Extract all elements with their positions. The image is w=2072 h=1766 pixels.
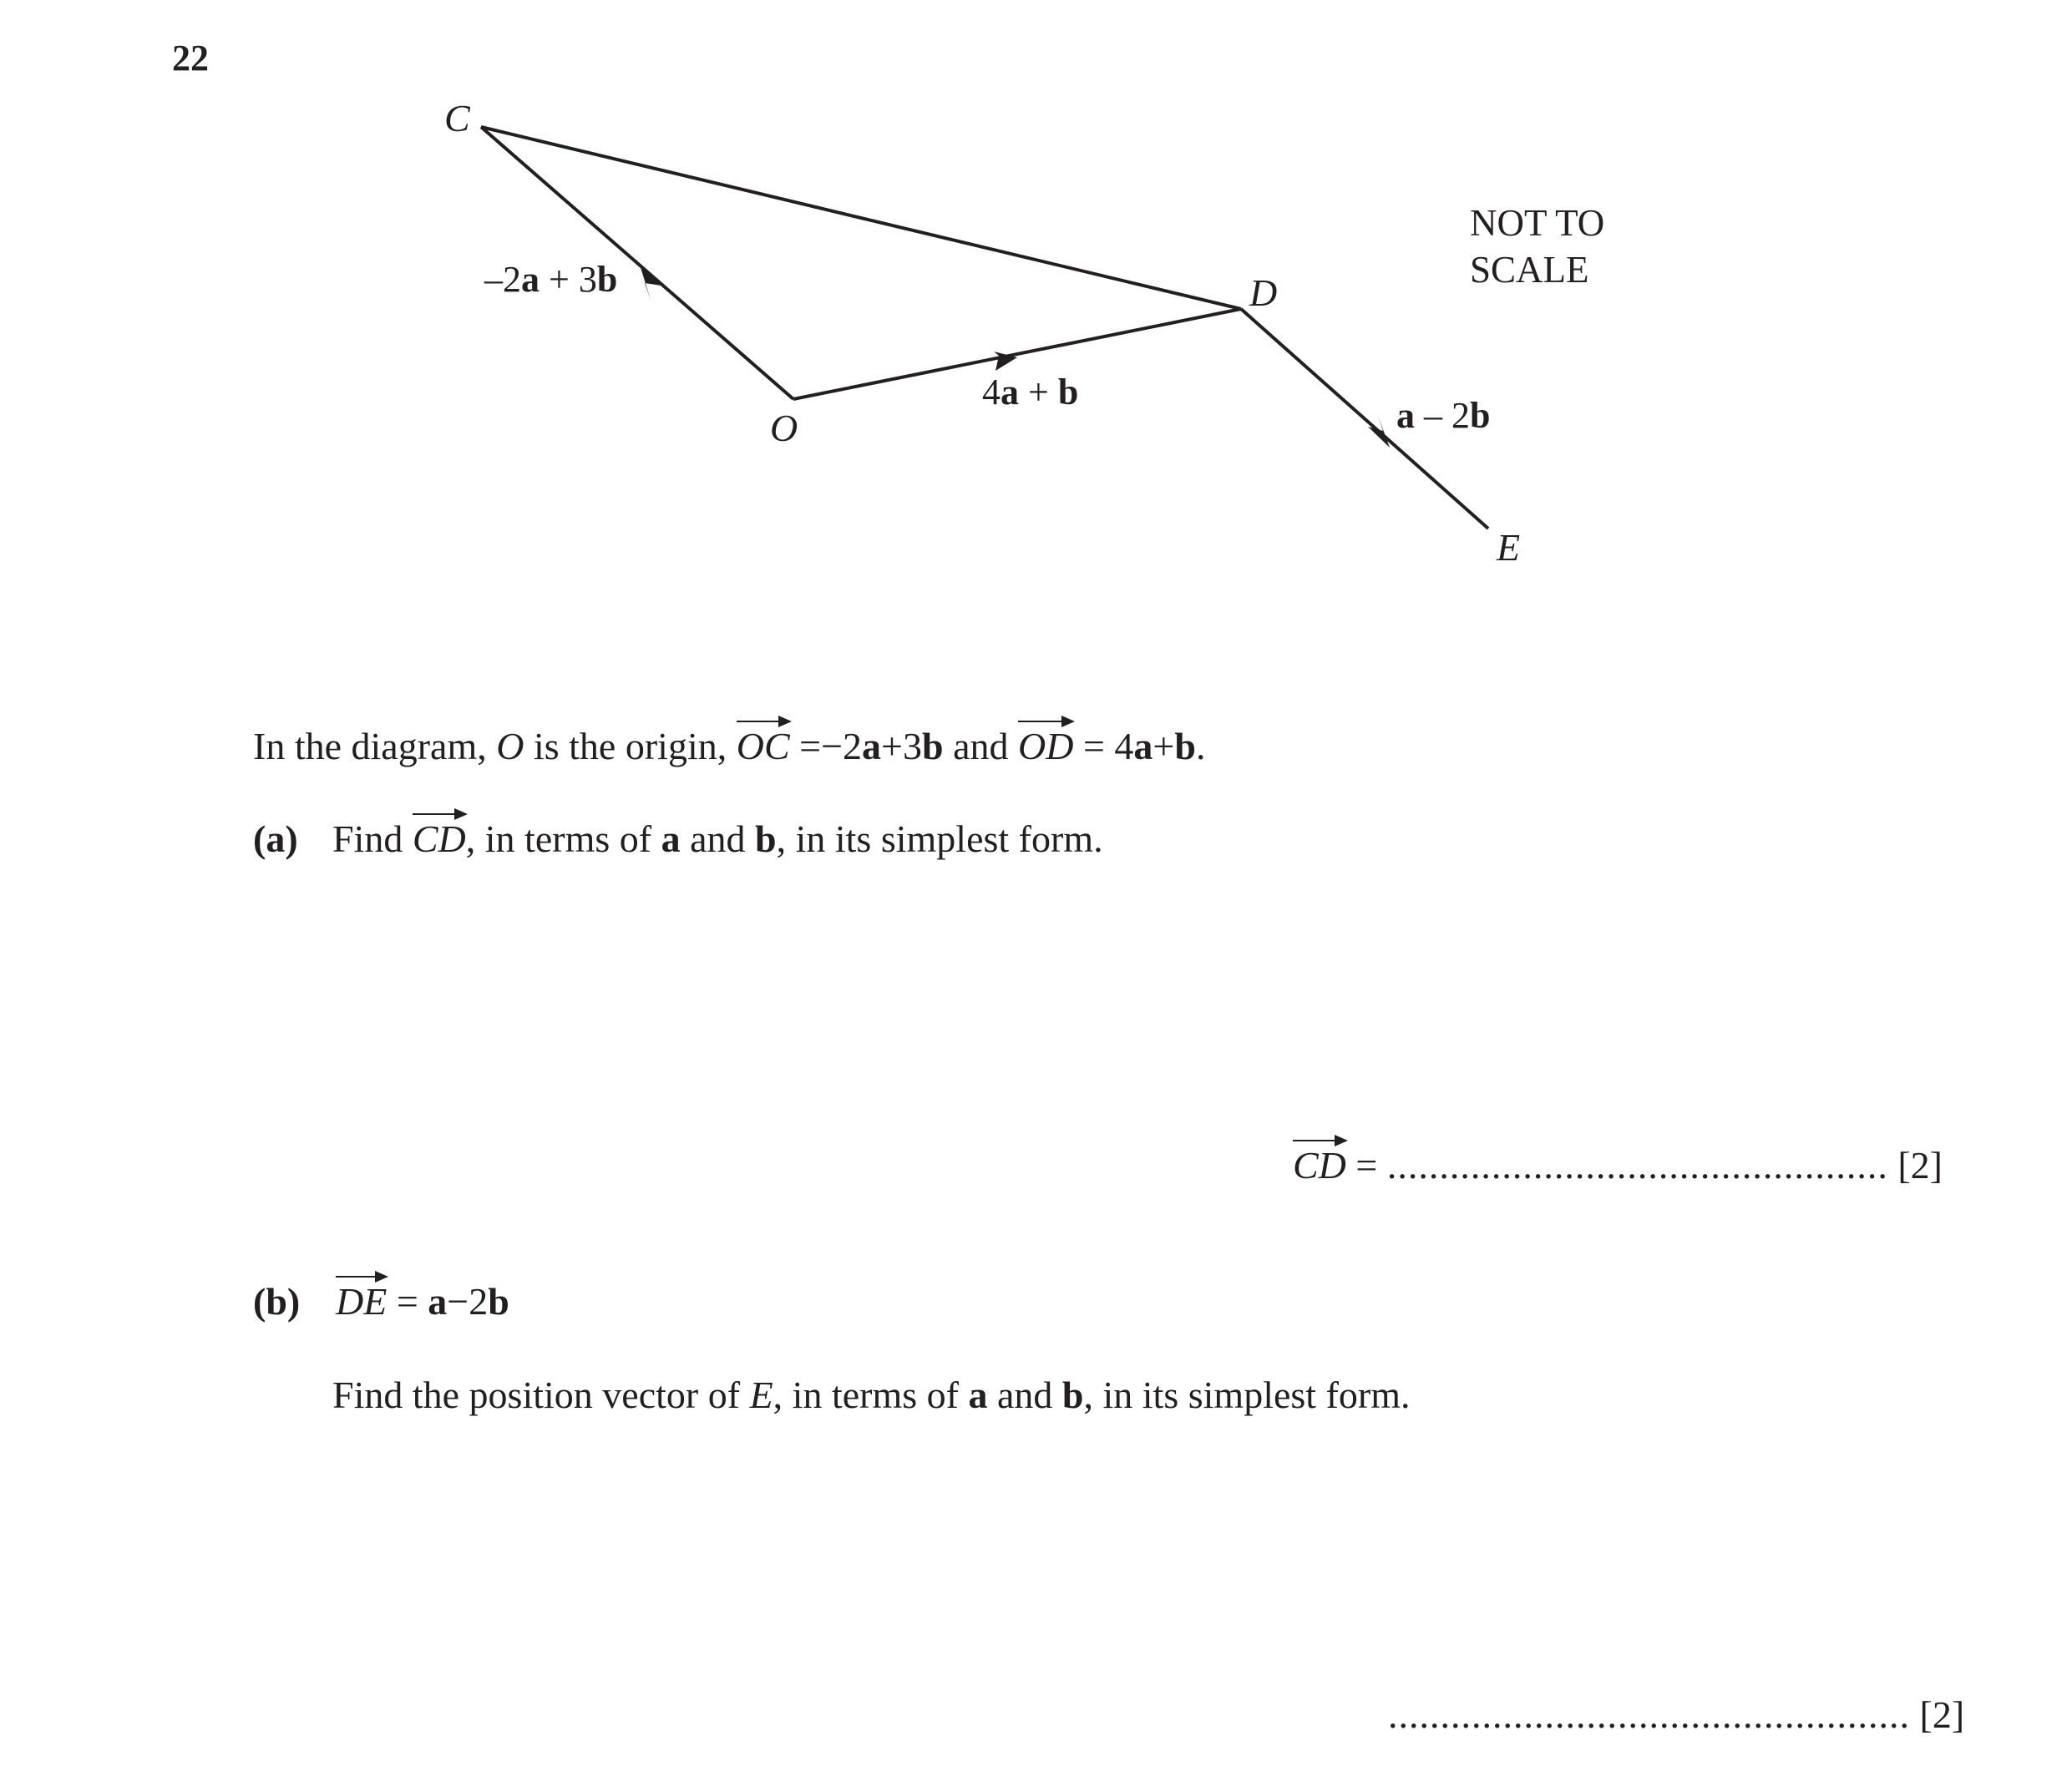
point-label-E: E: [1497, 526, 1521, 569]
answer-blank-a[interactable]: ................................................: [1386, 1144, 1888, 1187]
vector-OC: OC: [737, 723, 790, 769]
answer-blank-b[interactable]: ..................................................: [1388, 1693, 1910, 1736]
vector-CD: CD: [413, 816, 466, 862]
label-OC: –2a + 3b: [484, 259, 618, 300]
marks-b: [2]: [1919, 1693, 1965, 1736]
part-a-label: (a): [253, 817, 298, 860]
vector-diagram: [0, 0, 2072, 601]
vector-DE: DE: [336, 1278, 387, 1324]
point-label-D: D: [1249, 271, 1278, 314]
part-b-answer-line: [1388, 1692, 1964, 1738]
arrow-DE: [1368, 416, 1390, 448]
point-label-O: O: [770, 407, 798, 449]
answer-vector-CD: CD: [1293, 1142, 1346, 1188]
label-OD: 4a + b: [982, 372, 1079, 412]
point-label-C: C: [444, 97, 470, 139]
vector-OD: OD: [1018, 723, 1073, 769]
not-to-scale-note-line2: SCALE: [1470, 249, 1589, 291]
part-a-answer-line: CD = ................................................ [2]: [1293, 1142, 1943, 1188]
part-b-question: Find the position vector of E, in terms of a and b, in its simplest form.: [332, 1374, 1411, 1416]
part-a-question: Find CD, in terms of a and b, in its simplest form.: [332, 816, 1103, 862]
not-to-scale-note-line1: NOT TO: [1470, 202, 1605, 244]
part-b-label: (b): [253, 1280, 301, 1323]
question-number: 22: [172, 38, 209, 78]
marks-a: [2]: [1897, 1144, 1943, 1187]
intro-sentence: In the diagram, O is the origin, OC =−2a+3b and OD = 4a+b.: [253, 723, 1205, 769]
part-b-given: DE = a−2b: [336, 1278, 509, 1324]
label-DE: a – 2b: [1396, 395, 1491, 436]
